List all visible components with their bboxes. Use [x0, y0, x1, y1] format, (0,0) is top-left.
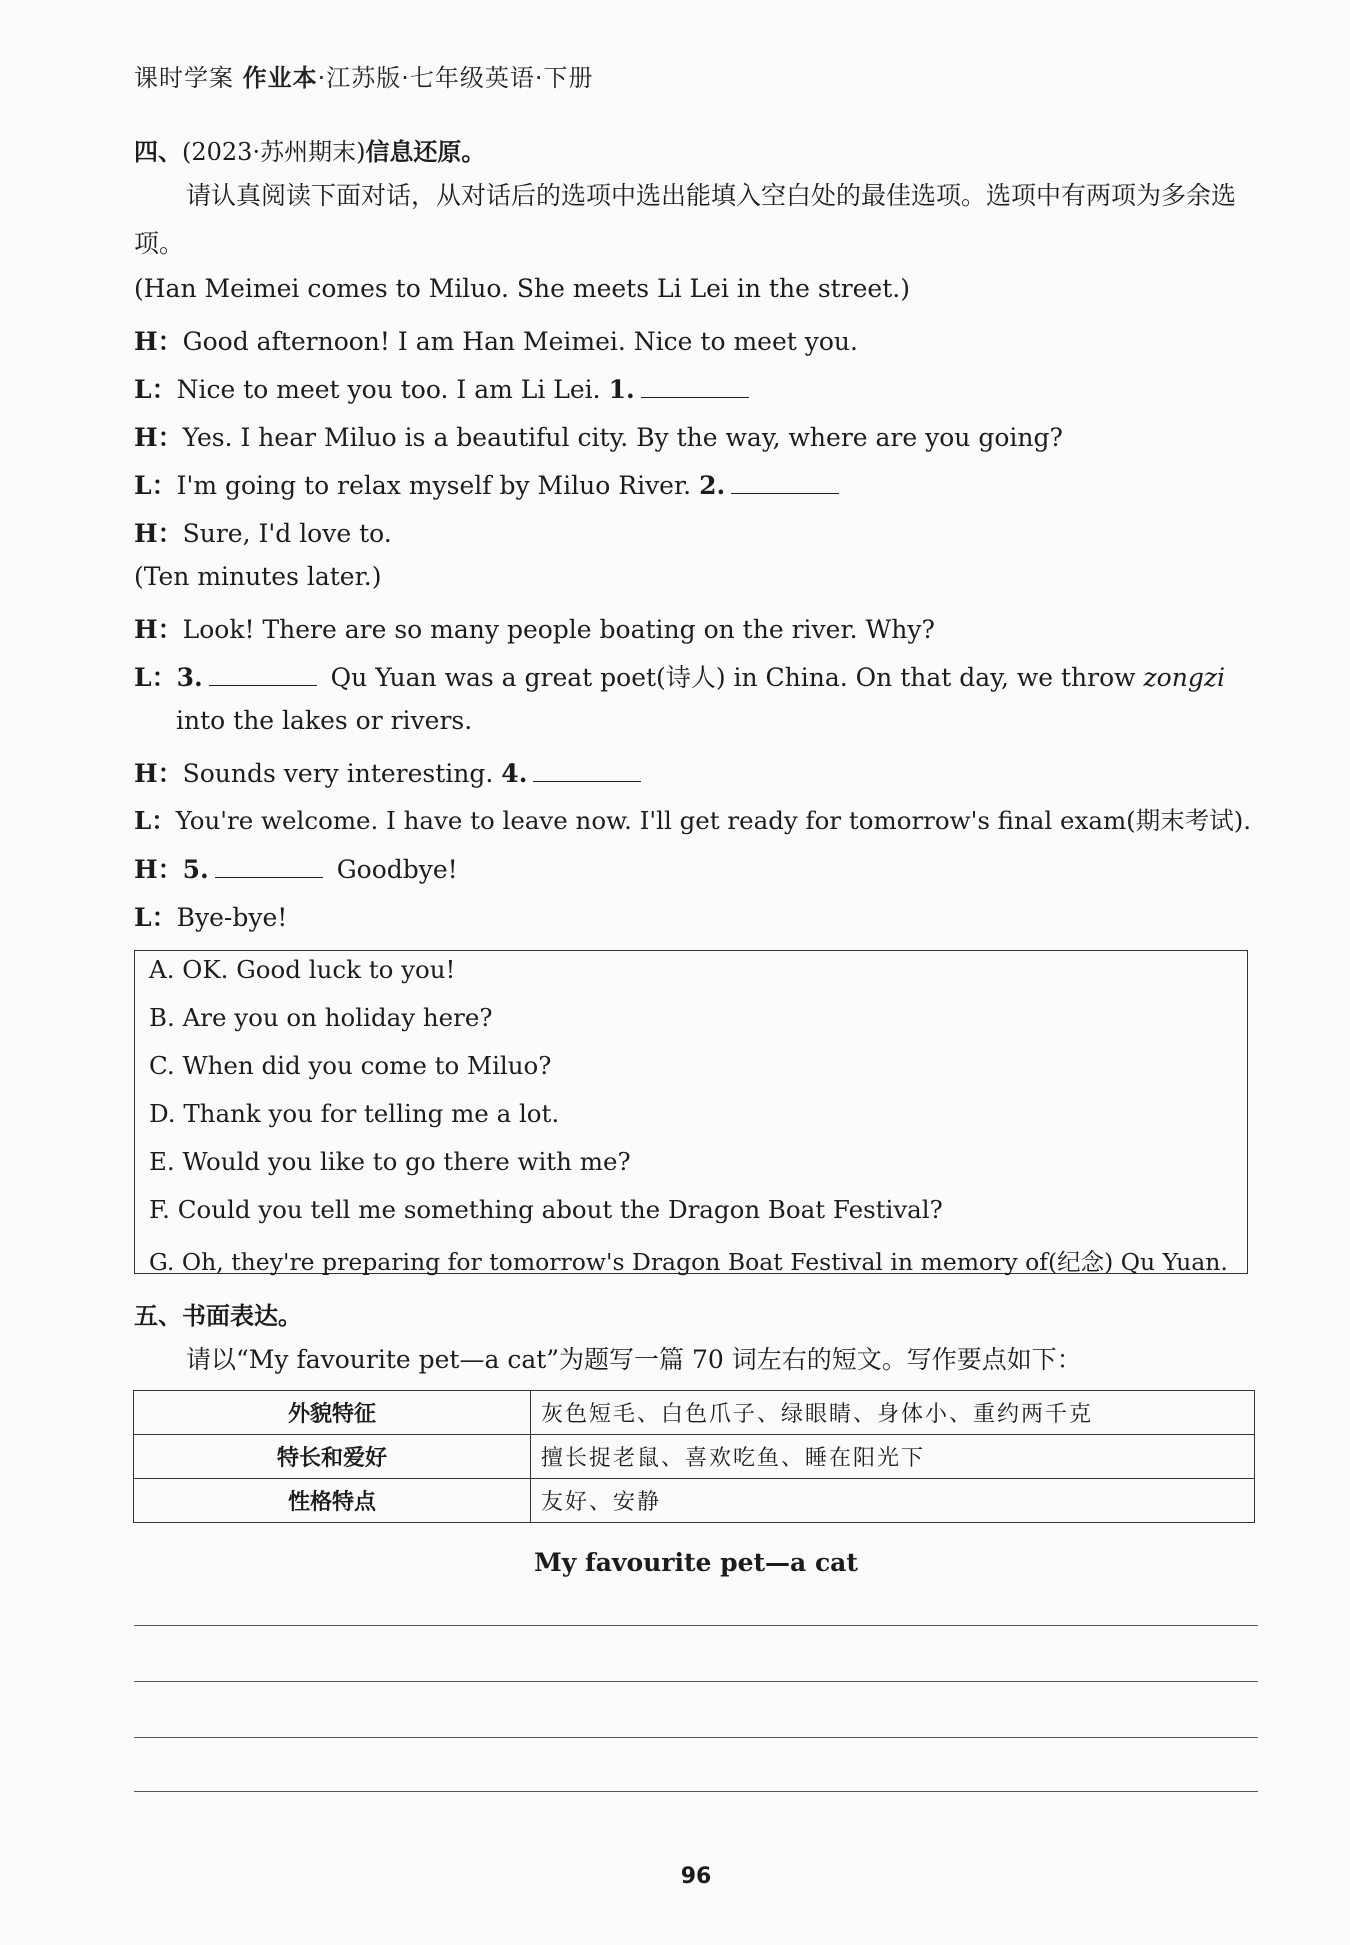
option-f[interactable]: F. Could you tell me something about the Dragon Boat Festival?: [149, 1195, 943, 1224]
table-key: 性格特点: [134, 1479, 531, 1523]
answer-blank-4[interactable]: [533, 759, 641, 782]
essay-title: My favourite pet—a cat: [534, 1548, 858, 1577]
table-value: 友好、安静: [531, 1479, 1255, 1523]
option-c[interactable]: C. When did you come to Miluo?: [149, 1051, 552, 1080]
table-value: 灰色短毛、白色爪子、绿眼睛、身体小、重约两千克: [531, 1391, 1255, 1435]
options-box: [134, 950, 1248, 1274]
writing-line-4[interactable]: [134, 1791, 1258, 1792]
table-value: 擅长捉老鼠、喜欢吃鱼、睡在阳光下: [531, 1435, 1255, 1479]
section-5-instruction: 请以“My favourite pet—a cat”为题写一篇 70 词左右的短文。写作要点如下：: [186, 1345, 1082, 1374]
writing-line-3[interactable]: [134, 1737, 1258, 1738]
header-series: 课时学案: [134, 64, 234, 92]
section-4-heading: 信息还原。: [365, 138, 486, 166]
dialogue-line-9: L：You're welcome. I have to leave now. I'll get ready for tomorrow's final exam(期末考试).: [134, 806, 1252, 835]
dialogue-line-1: H：Good afternoon! I am Han Meimei. Nice to meet you.: [134, 327, 858, 356]
answer-blank-5[interactable]: [215, 855, 323, 878]
option-b[interactable]: B. Are you on holiday here?: [149, 1003, 493, 1032]
header-book: 作业本: [242, 64, 318, 92]
option-e[interactable]: E. Would you like to go there with me?: [149, 1147, 631, 1176]
table-row: [134, 1479, 1255, 1523]
dialogue-line-7-cont: into the lakes or rivers.: [176, 706, 473, 735]
answer-blank-1[interactable]: [641, 375, 749, 398]
section-4-number: 四、: [134, 138, 182, 166]
writing-line-1[interactable]: [134, 1625, 1258, 1626]
writing-line-2[interactable]: [134, 1681, 1258, 1682]
blank-number: 2.: [699, 471, 726, 500]
scene-note-1: (Han Meimei comes to Miluo. She meets Li Lei in the street.): [134, 274, 910, 303]
dialogue-line-4: L：I'm going to relax myself by Miluo River. 2.: [134, 466, 1264, 502]
section-4-instruction: 请认真阅读下面对话，从对话后的选项中选出能填入空白处的最佳选项。选项中有两项为多余选项。: [134, 181, 1237, 258]
dialogue-line-6: H：Look! There are so many people boating on the river. Why?: [134, 615, 935, 644]
answer-blank-2[interactable]: [731, 471, 839, 494]
dialogue-line-7: L：3. Qu Yuan was a great poet(诗人) in China. On that day, we throw zongzi: [134, 663, 1226, 692]
table-row: [134, 1391, 1255, 1435]
page-number: 96: [680, 1864, 712, 1889]
table-key: 特长和爱好: [134, 1435, 531, 1479]
dialogue-line-3: H：Yes. I hear Miluo is a beautiful city. By the way, where are you going?: [134, 423, 1063, 452]
section-4-source: (2023·苏州期末): [182, 138, 366, 166]
answer-blank-3[interactable]: [209, 663, 317, 686]
scene-note-2: (Ten minutes later.): [134, 562, 382, 591]
dialogue-line-11: L：Bye-bye!: [134, 903, 288, 932]
section-4-title: [134, 132, 485, 167]
header-edition: ·江苏版·七年级英语·下册: [317, 64, 594, 92]
table-row: [134, 1435, 1255, 1479]
option-d[interactable]: D. Thank you for telling me a lot.: [149, 1099, 560, 1128]
blank-number: 1.: [608, 375, 635, 404]
dialogue-line-2: L：Nice to meet you too. I am Li Lei. 1.: [134, 370, 1264, 406]
table-key: 外貌特征: [134, 1391, 531, 1435]
option-a[interactable]: A. OK. Good luck to you!: [149, 955, 456, 984]
dialogue-line-5: H：Sure, I'd love to.: [134, 519, 392, 548]
section-5-title: 五、书面表达。: [134, 1302, 302, 1330]
option-g[interactable]: G. Oh, they're preparing for tomorrow's Dragon Boat Festival in memory of(纪念) Qu Yuan.: [149, 1248, 1228, 1276]
dialogue-line-10: H：5. Goodbye!: [134, 855, 458, 884]
dialogue-line-8: H：Sounds very interesting. 4.: [134, 754, 1264, 790]
page-header: [134, 58, 594, 93]
writing-points-table: [133, 1390, 1255, 1523]
